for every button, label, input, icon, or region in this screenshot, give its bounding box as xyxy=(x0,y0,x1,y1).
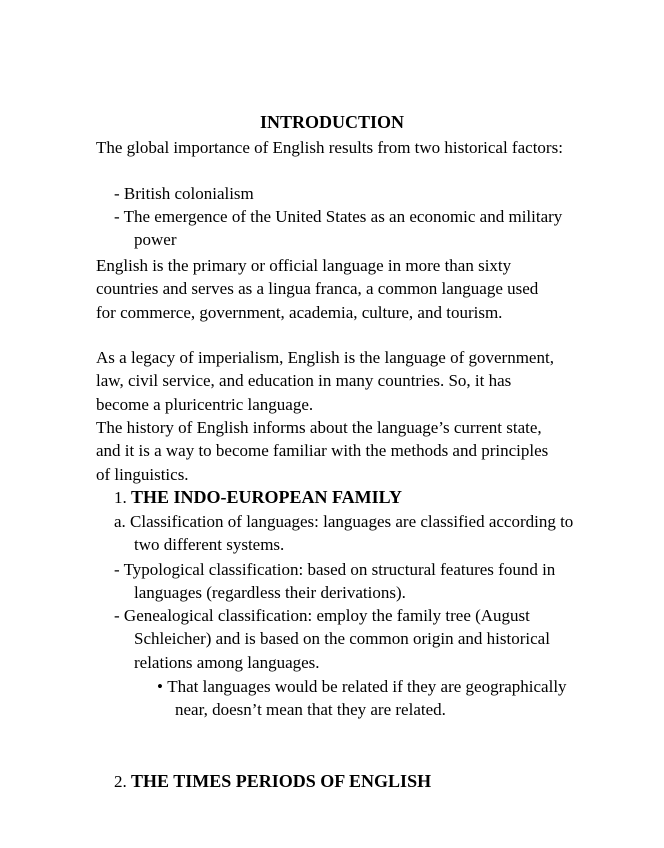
section-title: THE INDO-EUROPEAN FAMILY xyxy=(131,487,403,507)
body-paragraph: As a legacy of imperialism, English is the language of government, law, civil service, and education in many countries. So, it has become a pluricentric language. xyxy=(96,348,554,414)
bullet-dot-icon: • xyxy=(157,677,168,696)
body-paragraph: English is the primary or official language in more than sixty countries and serves as a lingua franca, a common language used for commerce, government, academia, culture, and tourism. xyxy=(96,256,539,322)
section-title: THE TIMES PERIODS OF ENGLISH xyxy=(131,771,432,791)
section-number: 2. xyxy=(114,772,127,791)
document-title: INTRODUCTION xyxy=(259,112,405,132)
list-item: a. Classification of languages: languages are classified according to two different systems. xyxy=(114,512,574,555)
bullet-item xyxy=(157,675,580,722)
section-heading-1 xyxy=(114,486,402,509)
intro-paragraph: The global importance of English results from two historical factors: xyxy=(96,138,563,157)
section-number: 1. xyxy=(114,488,127,507)
list-item: - Typological classification: based on structural features found in languages (regardless their derivations). xyxy=(114,560,556,603)
bullet-text: That languages would be related if they are geographically near, doesn’t mean that they are related. xyxy=(167,677,567,720)
body-paragraph: The history of English informs about the language’s current state, and it is a way to become familiar with the methods and principles of linguistics. xyxy=(96,418,549,484)
section-heading-2 xyxy=(114,770,431,793)
factor-item: - British colonialism xyxy=(114,184,254,203)
list-item: - Genealogical classification: employ the family tree (August Schleicher) and is based on the common origin and historical relations among languages. xyxy=(114,606,550,672)
factor-item: - The emergence of the United States as an economic and military power xyxy=(114,207,563,250)
